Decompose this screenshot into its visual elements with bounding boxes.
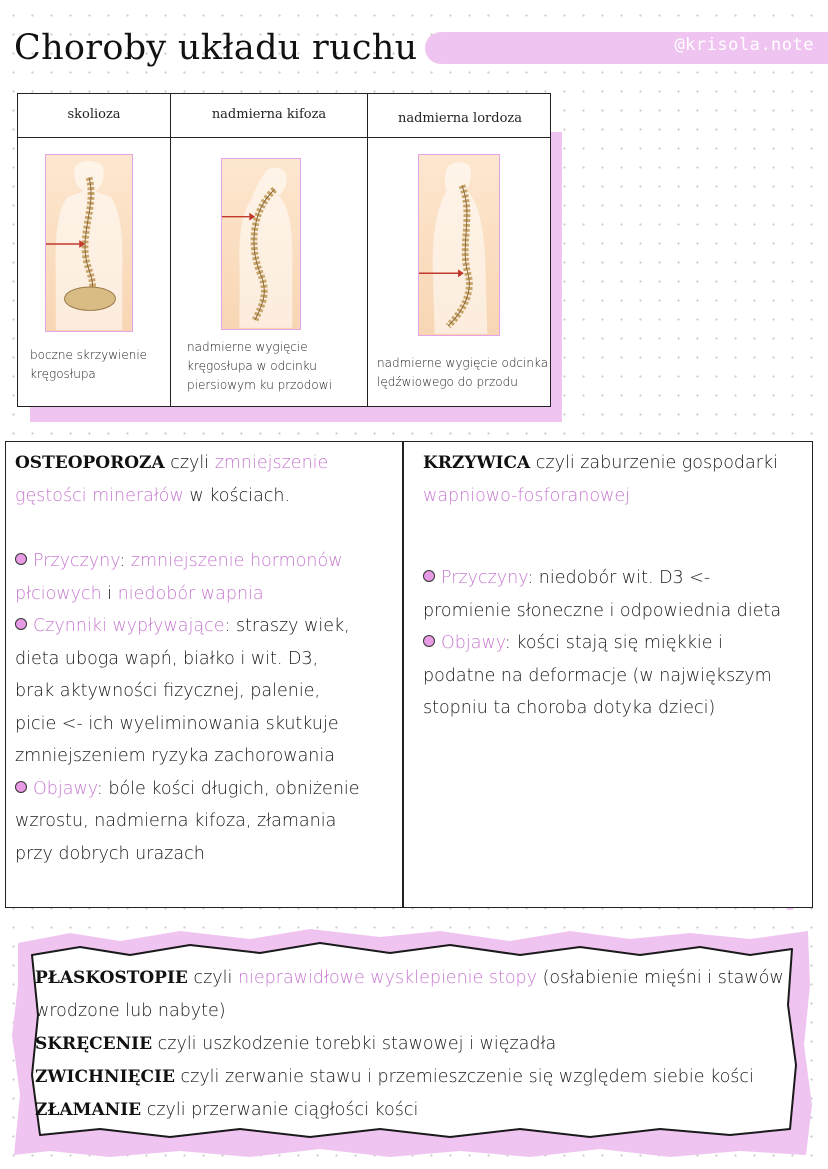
caption-skolioza: boczne skrzywienie kręgosłupa — [30, 348, 148, 381]
table-divider — [367, 94, 368, 406]
bullet-icon — [423, 635, 435, 647]
page-title: Choroby układu ruchu — [14, 28, 418, 68]
osteoporoza-przyczyny: Przyczyny: zmniejszenie hormonów płciowych i niedobór wapnia — [15, 551, 343, 604]
przyczyny-text: zmniejszenie hormonów płciowych — [15, 551, 343, 604]
krzywica-przyczyny: Przyczyny: niedobór wit. D3 <- promienie słoneczne i odpowiednia dieta — [423, 568, 782, 621]
bullet-icon — [423, 570, 435, 582]
plaskostopie-line — [35, 962, 795, 1028]
bottom-definitions — [35, 962, 795, 1127]
objawy-text: bóle kości długich, obniżenie wzrostu, nadmierna kifoza, złamania przy dobrych urazach — [15, 778, 360, 864]
bullet-icon — [15, 553, 27, 565]
plaskostopie-czyli: czyli — [193, 968, 233, 988]
spine-scoliosis-figure — [45, 154, 133, 332]
krzywica-section — [423, 447, 783, 725]
objawy-label: Objawy — [33, 778, 97, 799]
author-handle: @krisola.note — [674, 35, 814, 55]
spine-lordosis-icon — [419, 155, 499, 335]
table-heading-skolioza: skolioza — [67, 107, 121, 122]
caption-lordoza: nadmierne wygięcie odcinka lędźwiowego do przodu — [377, 356, 549, 389]
przyczyny-label: Przyczyny — [33, 551, 120, 571]
spine-lordosis-figure — [418, 154, 500, 336]
table-heading-lordoza: nadmierna lordoza — [397, 111, 523, 126]
czynniki-text: straszy wiek, dieta uboga wapń, białko i wit. D3, brak aktywności fizycznej, palenie, picie <- ich wyeliminowania skutkuje zmniejszeniem ryzyka zachorowania — [15, 616, 350, 766]
krzywica-definition-plain: czyli zaburzenie gospodarki — [535, 453, 778, 473]
krzywica-objawy-label: Objawy — [441, 633, 505, 653]
krzywica-definition — [423, 447, 783, 512]
krzywica-objawy-text: kości stają się miękkie i podatne na deformacje (w największym stopniu ta choroba dotyka dzieci) — [423, 633, 772, 718]
osteoporoza-definition — [15, 447, 360, 512]
osteoporoza-czynniki: Czynniki wypływające: straszy wiek, dieta uboga wapń, białko i wit. D3, brak aktywności fizycznej, palenie, picie <- ich wyeliminowania skutkuje zmniejszeniem ryzyka zachorowania — [15, 616, 350, 766]
plaskostopie-definition: nieprawidłowe wysklepienie stopy — [237, 968, 538, 988]
przyczyny-conj: i — [107, 583, 113, 604]
table-divider — [170, 94, 171, 406]
plaskostopie-rest: (osłabienie mięśni i stawów wrodzone lub nabyte) — [35, 968, 784, 1021]
krzywica-przyczyny-text: niedobór wit. D3 <- promienie słoneczne i odpowiednia dieta — [423, 568, 782, 621]
bullet-icon — [15, 618, 27, 630]
zwichniecie-line — [35, 1061, 795, 1094]
table-header-divider — [18, 137, 550, 138]
krzywica-objawy: Objawy: kości stają się miękkie i podatne na deformacje (w największym stopniu ta choroba dotyka dzieci) — [423, 633, 772, 718]
skrecenie-term: SKRĘCENIE — [35, 1034, 153, 1054]
osteoporoza-czyli: czyli — [170, 453, 210, 473]
zwichniecie-term: ZWICHNIĘCIE — [35, 1067, 175, 1087]
krzywica-term: KRZYWICA — [423, 453, 531, 473]
zlamanie-definition: czyli przerwanie ciągłości kości — [146, 1100, 419, 1120]
krzywica-definition-highlight: wapniowo-fosforanowej — [423, 485, 630, 506]
osteoporoza-objawy: Objawy: bóle kości długich, obniżenie wzrostu, nadmierna kifoza, złamania przy dobrych urazach — [15, 778, 360, 864]
osteoporoza-definition-highlight: zmniejszenie gęstości minerałów — [15, 453, 329, 506]
spine-kyphosis-figure — [221, 158, 301, 330]
zlamanie-line — [35, 1094, 795, 1127]
zwichniecie-definition: czyli zerwanie stawu i przemieszczenie się względem siebie kości — [180, 1067, 754, 1087]
osteoporoza-section — [15, 447, 360, 870]
spine-table — [17, 93, 551, 407]
czynniki-label: Czynniki wypływające — [33, 616, 225, 636]
spine-kyphosis-icon — [222, 159, 300, 329]
caption-kifoza: nadmierne wygięcie kręgosłupa w odcinku piersiowym ku przodowi — [187, 340, 332, 392]
skrecenie-line — [35, 1028, 795, 1061]
skrecenie-definition: czyli uszkodzenie torebki stawowej i więzadła — [157, 1034, 557, 1054]
diseases-box-divider — [402, 441, 404, 908]
zlamanie-term: ZŁAMANIE — [35, 1100, 142, 1120]
table-heading-kifoza: nadmierna kifoza — [211, 107, 327, 122]
plaskostopie-term: PŁASKOSTOPIE — [35, 968, 188, 988]
krzywica-przyczyny-label: Przyczyny — [441, 568, 528, 588]
osteoporoza-term: OSTEOPOROZA — [15, 453, 165, 473]
przyczyny-text-2: niedobór wapnia — [117, 583, 264, 604]
bullet-icon — [15, 781, 27, 793]
osteoporoza-definition-rest: w kościach. — [189, 485, 291, 506]
spine-scoliosis-icon — [46, 155, 132, 331]
